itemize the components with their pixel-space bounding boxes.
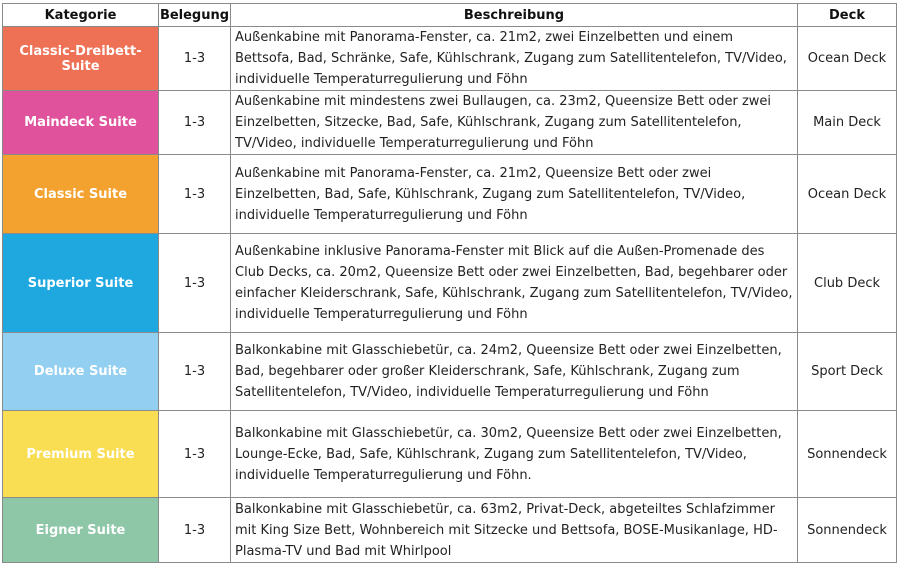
occupancy-cell: 1-3 — [159, 155, 231, 234]
occupancy-cell: 1-3 — [159, 411, 231, 498]
description-cell: Außenkabine mit Panorama-Fenster, ca. 21m2, Queensize Bett oder zwei Einzelbetten, Bad, Safe, Kühlschrank, Zugang zum Satellitentelefon, TV/Video, individuelle Temperaturregulierung und Föhn — [231, 155, 798, 234]
suite-table — [2, 3, 897, 563]
deck-cell: Sonnendeck — [798, 411, 897, 498]
occupancy-cell: 1-3 — [159, 234, 231, 333]
table-row — [3, 411, 897, 498]
table-row — [3, 333, 897, 411]
category-cell: Eigner Suite — [3, 498, 159, 563]
occupancy-cell: 1-3 — [159, 91, 231, 155]
occupancy-cell: 1-3 — [159, 333, 231, 411]
table-row — [3, 498, 897, 563]
deck-cell: Main Deck — [798, 91, 897, 155]
description-cell: Balkonkabine mit Glasschiebetür, ca. 24m2, Queensize Bett oder zwei Einzelbetten, Bad, begehbarer oder großer Kleiderschrank, Safe, Kühlschrank, Zugang zum Satellitentelefon, TV/Video, individuelle Temperaturregulierung und Föhn — [231, 333, 798, 411]
deck-cell: Sonnendeck — [798, 498, 897, 563]
header-beschreibung: Beschreibung — [231, 4, 798, 27]
category-cell: Maindeck Suite — [3, 91, 159, 155]
occupancy-cell: 1-3 — [159, 498, 231, 563]
header-belegung: Belegung — [159, 4, 231, 27]
category-cell: Classic Suite — [3, 155, 159, 234]
header-kategorie: Kategorie — [3, 4, 159, 27]
description-cell: Außenkabine mit Panorama-Fenster, ca. 21m2, zwei Einzelbetten und einem Bettsofa, Bad, Schränke, Safe, Kühlschrank, Zugang zum Satellitentelefon, TV/Video, individuelle Temperaturregulierung und Föhn — [231, 27, 798, 91]
deck-cell: Ocean Deck — [798, 155, 897, 234]
category-cell: Premium Suite — [3, 411, 159, 498]
category-cell: Superior Suite — [3, 234, 159, 333]
category-cell: Classic-Dreibett-Suite — [3, 27, 159, 91]
description-cell: Balkonkabine mit Glasschiebetür, ca. 63m2, Privat-Deck, abgeteiltes Schlafzimmer mit King Size Bett, Wohnbereich mit Sitzecke und Bettsofa, BOSE-Musikanlage, HD-Plasma-TV und Bad mit Whirlpool — [231, 498, 798, 563]
description-cell: Außenkabine inklusive Panorama-Fenster mit Blick auf die Außen-Promenade des Club Decks, ca. 20m2, Queensize Bett oder zwei Einzelbetten, Bad, begehbarer oder einfacher Kleiderschrank, Safe, Kühlschrank, Zugang zum Satellitentelefon, TV/Video, individuelle Temperaturregulierung und Föhn — [231, 234, 798, 333]
description-cell: Außenkabine mit mindestens zwei Bullaugen, ca. 23m2, Queensize Bett oder zwei Einzelbetten, Sitzecke, Bad, Safe, Kühlschrank, Zugang zum Satellitentelefon, TV/Video, individuelle Temperaturregulierung und Föhn — [231, 91, 798, 155]
table-row — [3, 91, 897, 155]
deck-cell: Ocean Deck — [798, 27, 897, 91]
header-deck: Deck — [798, 4, 897, 27]
occupancy-cell: 1-3 — [159, 27, 231, 91]
table-row — [3, 234, 897, 333]
table-row — [3, 27, 897, 91]
deck-cell: Sport Deck — [798, 333, 897, 411]
category-cell: Deluxe Suite — [3, 333, 159, 411]
table-row — [3, 155, 897, 234]
deck-cell: Club Deck — [798, 234, 897, 333]
header-row — [3, 4, 897, 27]
description-cell: Balkonkabine mit Glasschiebetür, ca. 30m2, Queensize Bett oder zwei Einzelbetten, Lounge-Ecke, Bad, Safe, Kühlschrank, Zugang zum Satellitentelefon, TV/Video, individuelle Temperaturregulierung und Föhn. — [231, 411, 798, 498]
